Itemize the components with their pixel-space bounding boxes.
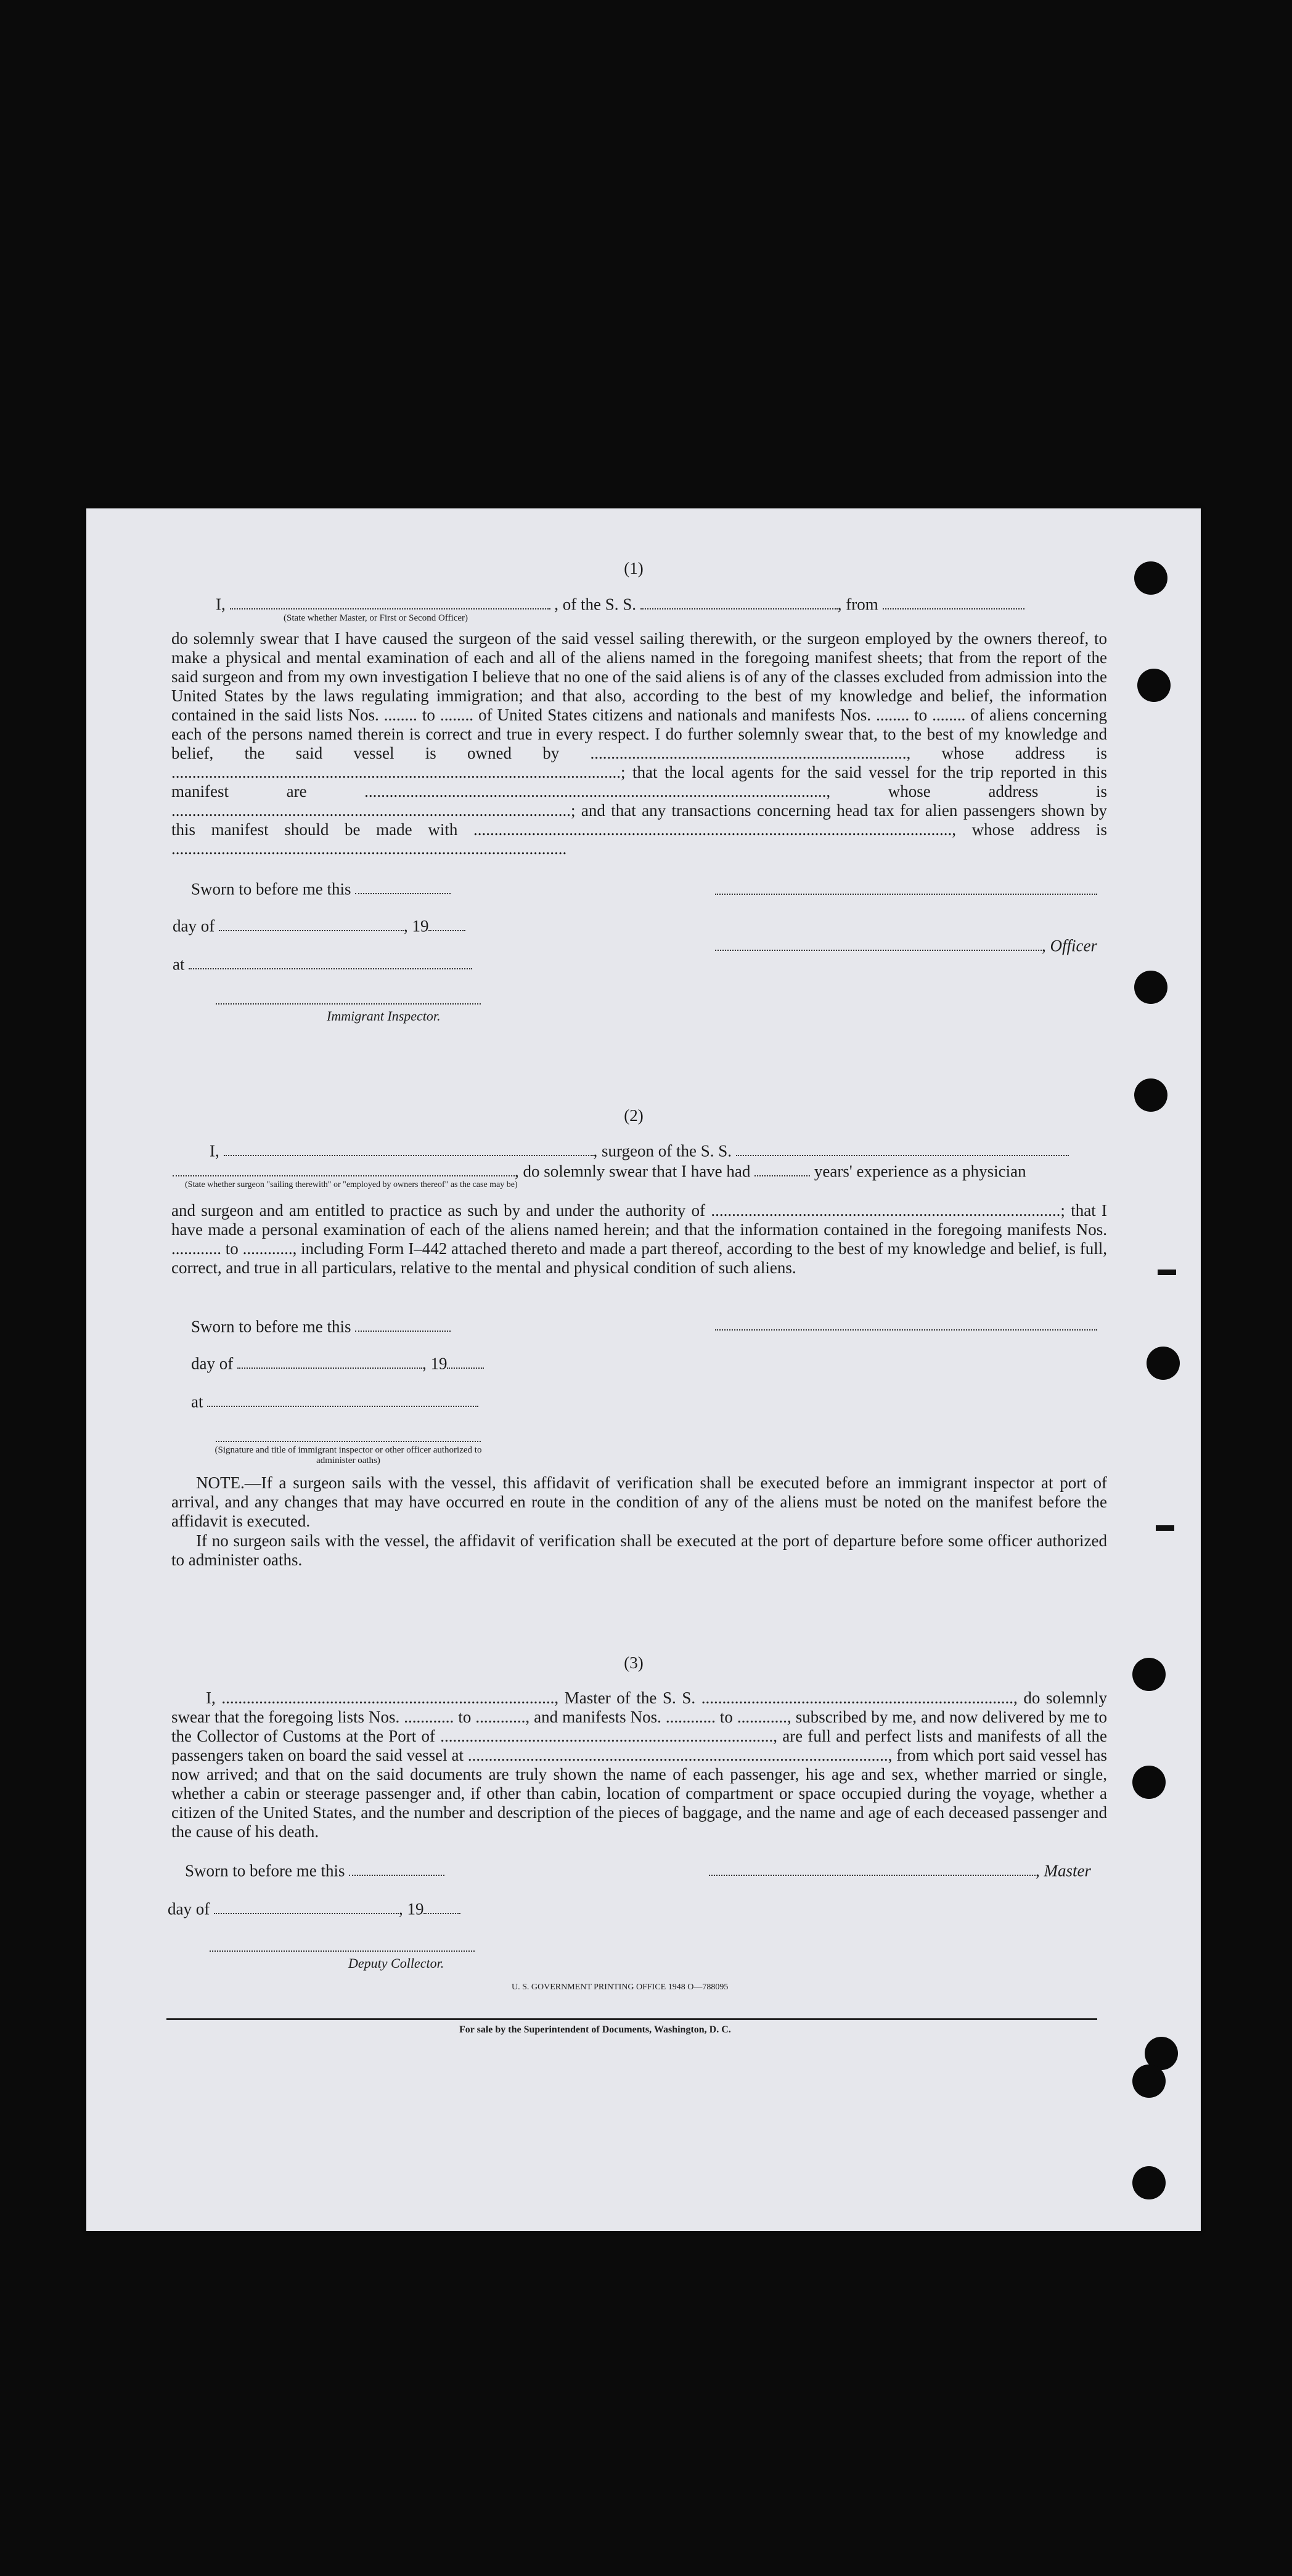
section-2-line1: I, , surgeon of the S. S. — [210, 1140, 1069, 1160]
section-2-day: day of , 19 — [191, 1353, 484, 1373]
scan-mark — [1158, 1270, 1176, 1275]
section-1-inspector: Immigrant Inspector. — [327, 1008, 441, 1024]
printing-office-note: U. S. GOVERNMENT PRINTING OFFICE 1948 O—788095 — [512, 1983, 729, 1992]
section-2-sworn: Sworn to before me this — [191, 1316, 451, 1336]
punch-hole — [1132, 2166, 1166, 2199]
section-3-master: , Master — [709, 1860, 1091, 1880]
section-2-line2-note: (State whether surgeon "sailing therewith" or "employed by owners thereof" as the case may be) — [185, 1180, 518, 1189]
manifest-back-sheet — [86, 508, 1201, 2231]
punch-hole — [1132, 2064, 1166, 2098]
section-3-deputy: Deputy Collector. — [348, 1955, 444, 1971]
punch-hole — [1147, 1347, 1180, 1380]
punch-hole — [1134, 971, 1167, 1004]
section-2-note-2: If no surgeon sails with the vessel, the affidavit of verification shall be executed at the port of departure before some officer authorized to administer oaths. — [171, 1531, 1107, 1569]
section-2-sig-line — [216, 1441, 481, 1442]
section-1-officer: , Officer — [715, 935, 1097, 955]
punch-hole — [1137, 669, 1171, 702]
section-1-at: at — [173, 953, 472, 974]
section-3-deputy-line — [210, 1950, 475, 1952]
section-1-signature-line — [715, 894, 1097, 895]
section-1-heading: (1) — [624, 559, 644, 577]
section-3-sworn: Sworn to before me this — [185, 1860, 444, 1880]
punch-hole — [1134, 1078, 1167, 1112]
section-1-day: day of , 19 — [173, 915, 465, 935]
section-2-note-1: NOTE.—If a surgeon sails with the vessel, this affidavit of verification shall be executed before an immigrant inspector at port of arrival, and any changes that may have occurred en route in the condition of any of the aliens must be noted on the manifest before the affidavit is executed. — [171, 1473, 1107, 1530]
section-2-heading: (2) — [624, 1106, 644, 1125]
sale-note: For sale by the Superintendent of Documents, Washington, D. C. — [459, 2024, 731, 2035]
section-1-sworn: Sworn to before me this — [191, 878, 451, 899]
section-2-signature-line — [715, 1329, 1097, 1331]
section-2-line2: , do solemnly swear that I have had years' experience as a physician — [173, 1160, 1026, 1181]
scan-mark — [1156, 1525, 1174, 1531]
punch-hole — [1132, 1766, 1166, 1799]
section-1-line1: I, , of the S. S. , from — [216, 593, 1024, 614]
section-1-inspector-line — [216, 1003, 481, 1005]
punch-hole — [1132, 1658, 1166, 1691]
section-2-at: at — [191, 1391, 478, 1411]
section-2-sig-note: (Signature and title of immigrant inspector or other officer authorized to administer oaths) — [215, 1445, 482, 1465]
punch-hole — [1134, 561, 1167, 595]
section-3-day: day of , 19 — [168, 1898, 460, 1918]
section-3-heading: (3) — [624, 1653, 644, 1672]
section-1-body: do solemnly swear that I have caused the surgeon of the said vessel sailing therewith, or the surgeon employed by the owners thereof, to make a physical and mental examination of each and all of the aliens named in the foregoing manifest sheets; that from the report of the said surgeon and from my own investigation I believe that no one of the said aliens is of any of the classes excluded from admission into the United States by the laws regulating immigration; and that also, according to the best of my knowledge and belief, the information contained in the said lists Nos. ........ to ........ of United States citizens and nationals and manifests Nos. ........ to ........ of aliens concerning each of the persons named therein is correct and true in every respect. I do further solemnly swear that, to the best of my knowledge and belief, the said vessel is owned by ............................................................................, whose address is ............................................................................................................; that the local agents for the said vessel for the trip reported in this manifest are ..............................................................................................................., whose address is ................................................................................................; and that any transactions concerning head tax for alien passengers shown by this manifest should be made with ..................................................................................................................., whose address is ............................................................................................... — [171, 629, 1107, 858]
section-1-line1-note: (State whether Master, or First or Second Officer) — [284, 613, 468, 623]
footer-rule — [166, 2018, 1097, 2020]
section-3-body: I, ................................................................................, Master of the S. S. ..........................................................................., do solemnly swear that the foregoing lists Nos. ............ to ............, and manifests Nos. ............ to ............, subscribed by me, and now delivered by me to the Collector of Customs at the Port of ................................................................................, are full and perfect lists and manifests of all the passengers taken on board the said vessel at ....................................................................................................., from which port said vessel has now arrived; and that on the said documents are truly shown the name of each passenger, his age and sex, whether married or single, whether a cabin or steerage passenger and, if other than cabin, location of compartment or space occupied during the voyage, whether a citizen of the United States, and the number and description of the pieces of baggage, and the name and age of each deceased passenger and the cause of his death. — [171, 1689, 1107, 1841]
section-2-body: and surgeon and am entitled to practice as such by and under the authority of ....................................................................................; that I have made a personal examination of each of the aliens named herein; and that the information contained in the foregoing manifests Nos. ............ to ............, including Form I–442 attached thereto and made a part thereof, according to the best of my knowledge and belief, is full, correct, and true in all particulars, relative to the mental and physical condition of such aliens. — [171, 1201, 1107, 1277]
